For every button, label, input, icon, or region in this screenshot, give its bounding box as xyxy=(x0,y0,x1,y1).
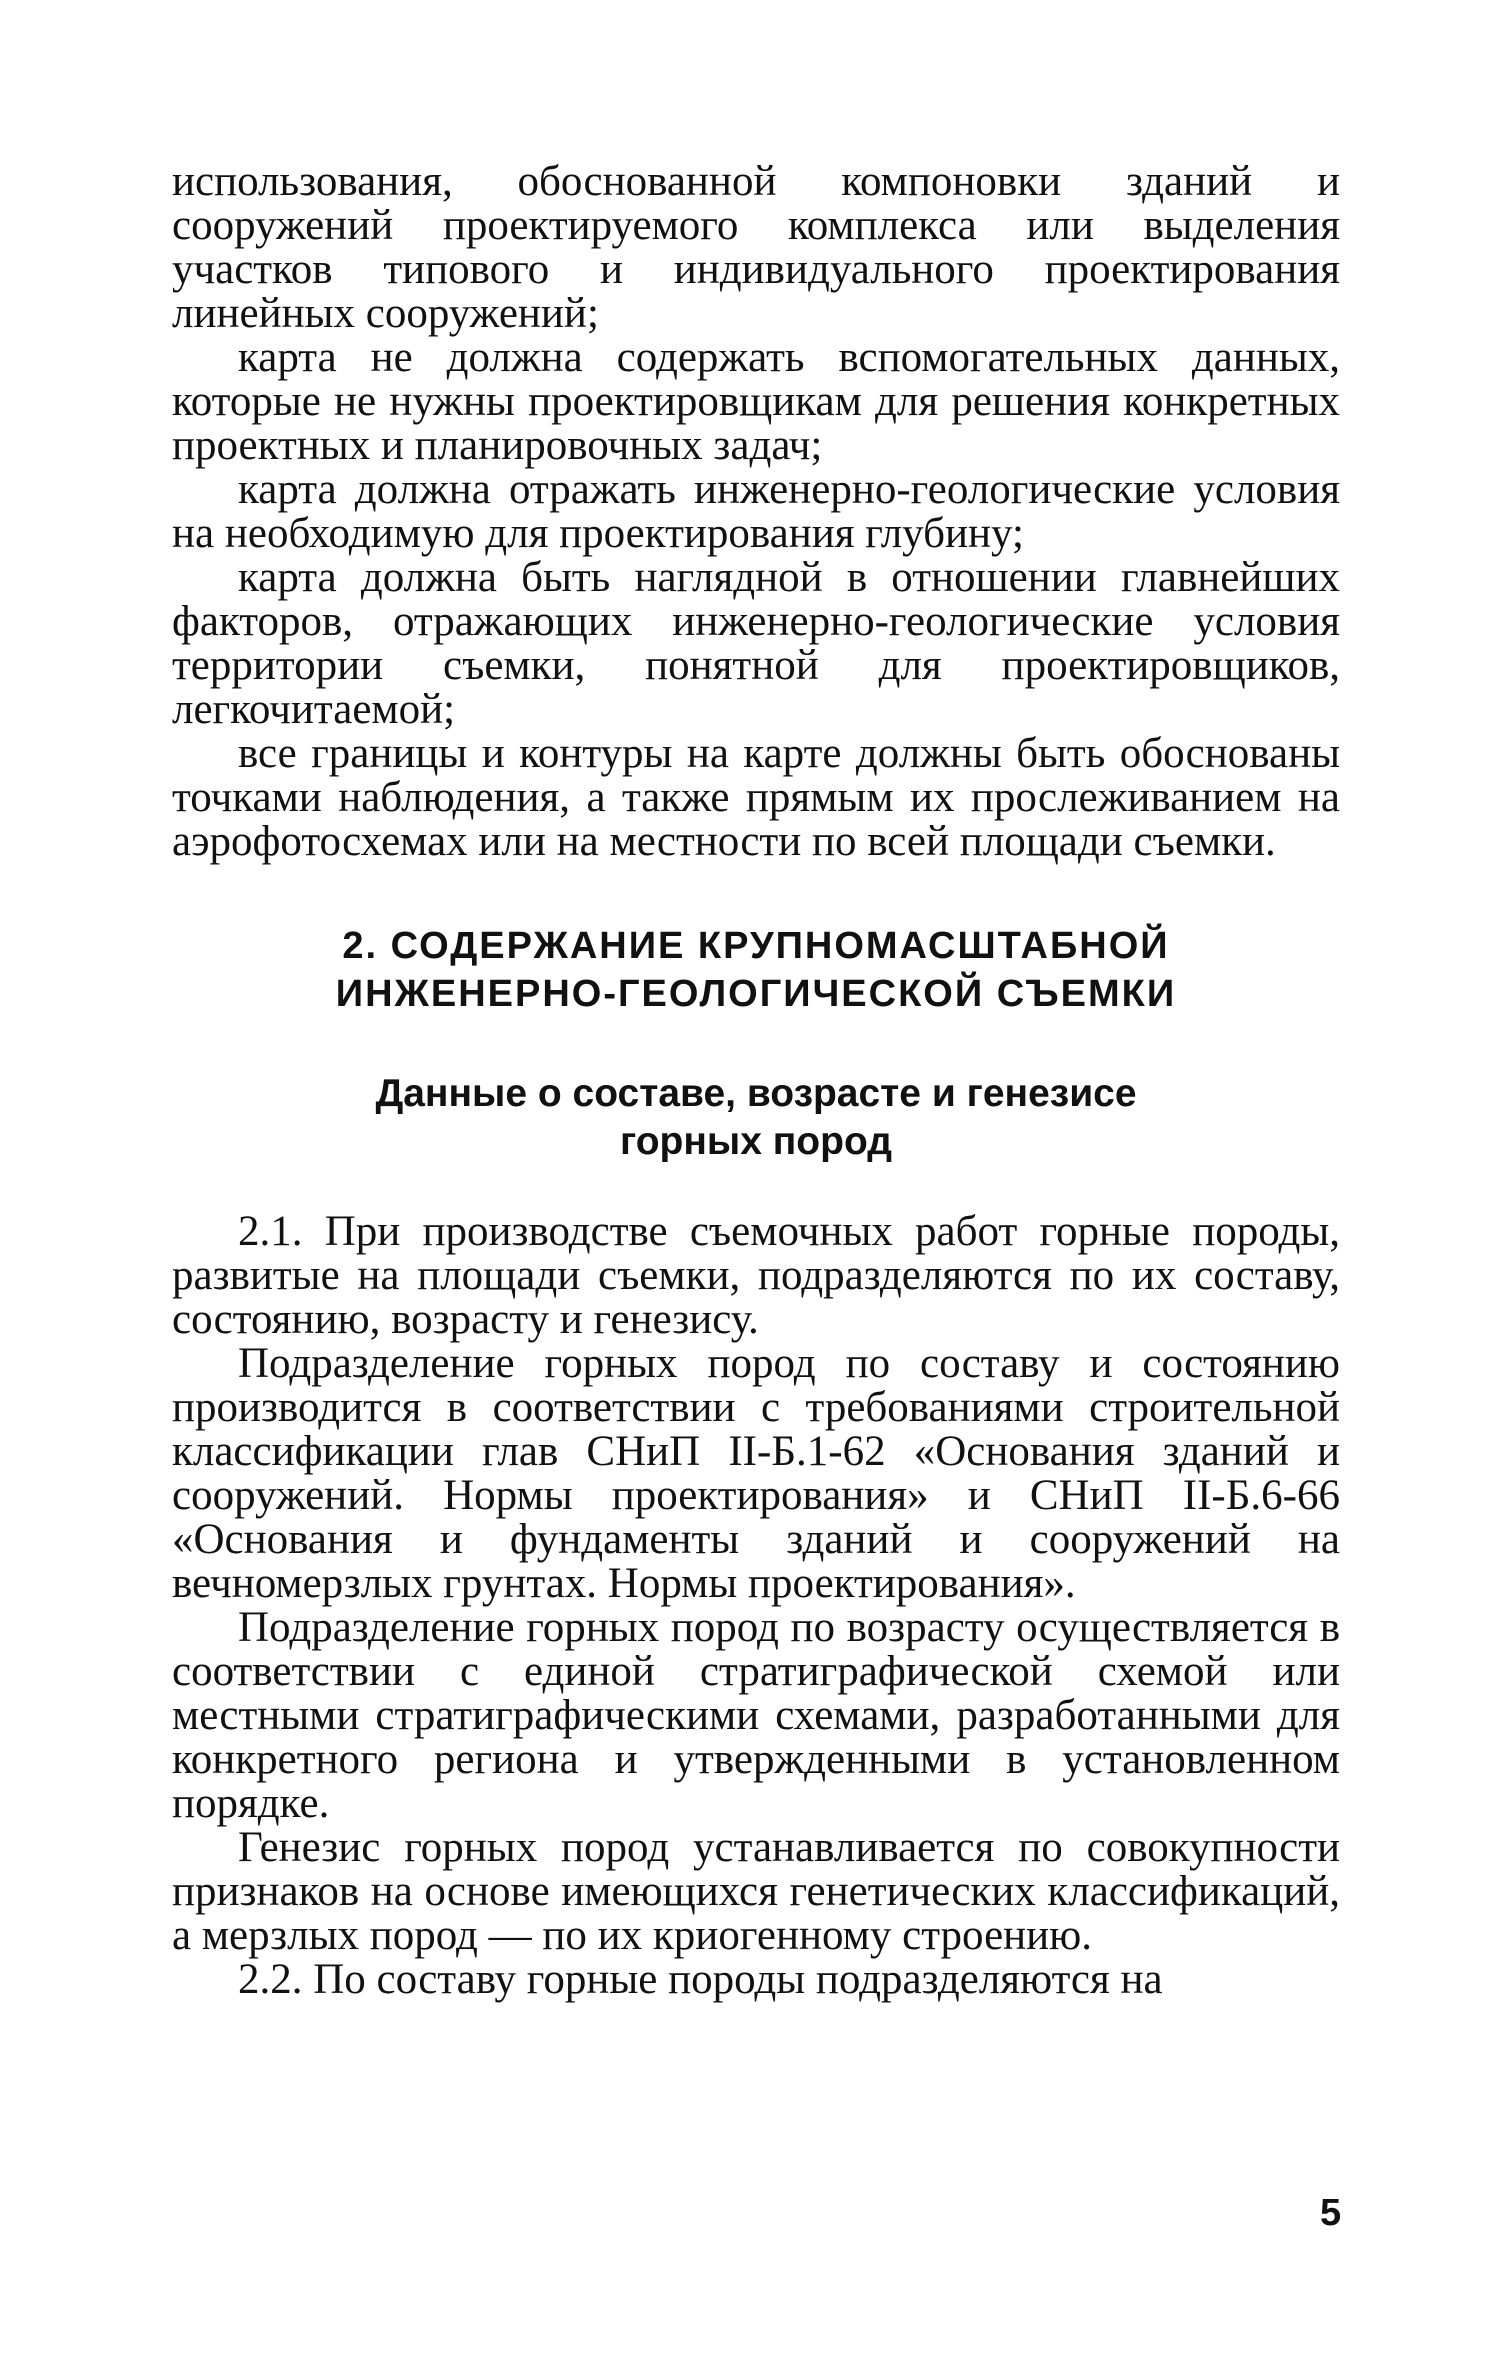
page-number: 5 xyxy=(1320,2192,1342,2234)
paragraph: Подразделение горных пород по составу и состоянию производится в соответствии с требованиями строительной классификации глав СНиП II-Б.1-62 «Основания зданий и сооружений. Нормы проектирования» и СНиП II-Б.6-66 «Основания и фундаменты зданий и сооружений на вечномерзлых грунтах. Нормы проектирования». xyxy=(172,1340,1340,1607)
paragraph: Подразделение горных пород по возрасту осуществляется в соответствии с единой стратиграфической схемой или местными стратиграфическими схемами, разработанными для конкретного региона и утвержденными в установленном порядке. xyxy=(172,1604,1340,1827)
paragraph: Генезис горных пород устанавливается по совокупности признаков на основе имеющихся генетических классификаций, а мерзлых пород — по их криогенному строению. xyxy=(172,1824,1340,1959)
paragraph: 2.2. По составу горные породы подразделяются на xyxy=(238,1956,1163,2003)
sub-heading-line: Данные о составе, возрасте и генезисе xyxy=(375,1072,1137,1115)
section-heading xyxy=(172,922,1340,1018)
paragraph: карта должна отражать инженерно-геологические условия на необходимую для проектирования глубину; xyxy=(172,466,1340,557)
page-body xyxy=(172,160,1340,2002)
paragraph: карта не должна содержать вспомогательных данных, которые не нужны проектировщикам для решения конкретных проектных и планировочных задач; xyxy=(172,334,1340,469)
sub-heading-line: горных пород xyxy=(619,1120,893,1163)
paragraph: карта должна быть наглядной в отношении главнейших факторов, отражающих инженерно-геологические условия территории съемки, понятной для проектировщиков, легкочитаемой; xyxy=(172,554,1340,733)
section-heading-line: 2. СОДЕРЖАНИЕ КРУПНОМАСШТАБНОЙ xyxy=(342,925,1170,967)
section-heading-line: ИНЖЕНЕРНО-ГЕОЛОГИЧЕСКОЙ СЪЕМКИ xyxy=(335,973,1177,1015)
sub-heading xyxy=(172,1070,1340,1166)
paragraph: использования, обоснованной компоновки зданий и сооружений проектируемого комплекса или выделения участков типового и индивидуального проектирования линейных сооружений; xyxy=(172,158,1340,337)
paragraph: все границы и контуры на карте должны быть обоснованы точками наблюдения, а также прямым их прослеживанием на аэрофотосхемах или на местности по всей площади съемки. xyxy=(172,730,1340,865)
paragraph: 2.1. При производстве съемочных работ горные породы, развитые на площади съемки, подразделяются по их составу, состоянию, возрасту и генезису. xyxy=(172,1208,1340,1343)
